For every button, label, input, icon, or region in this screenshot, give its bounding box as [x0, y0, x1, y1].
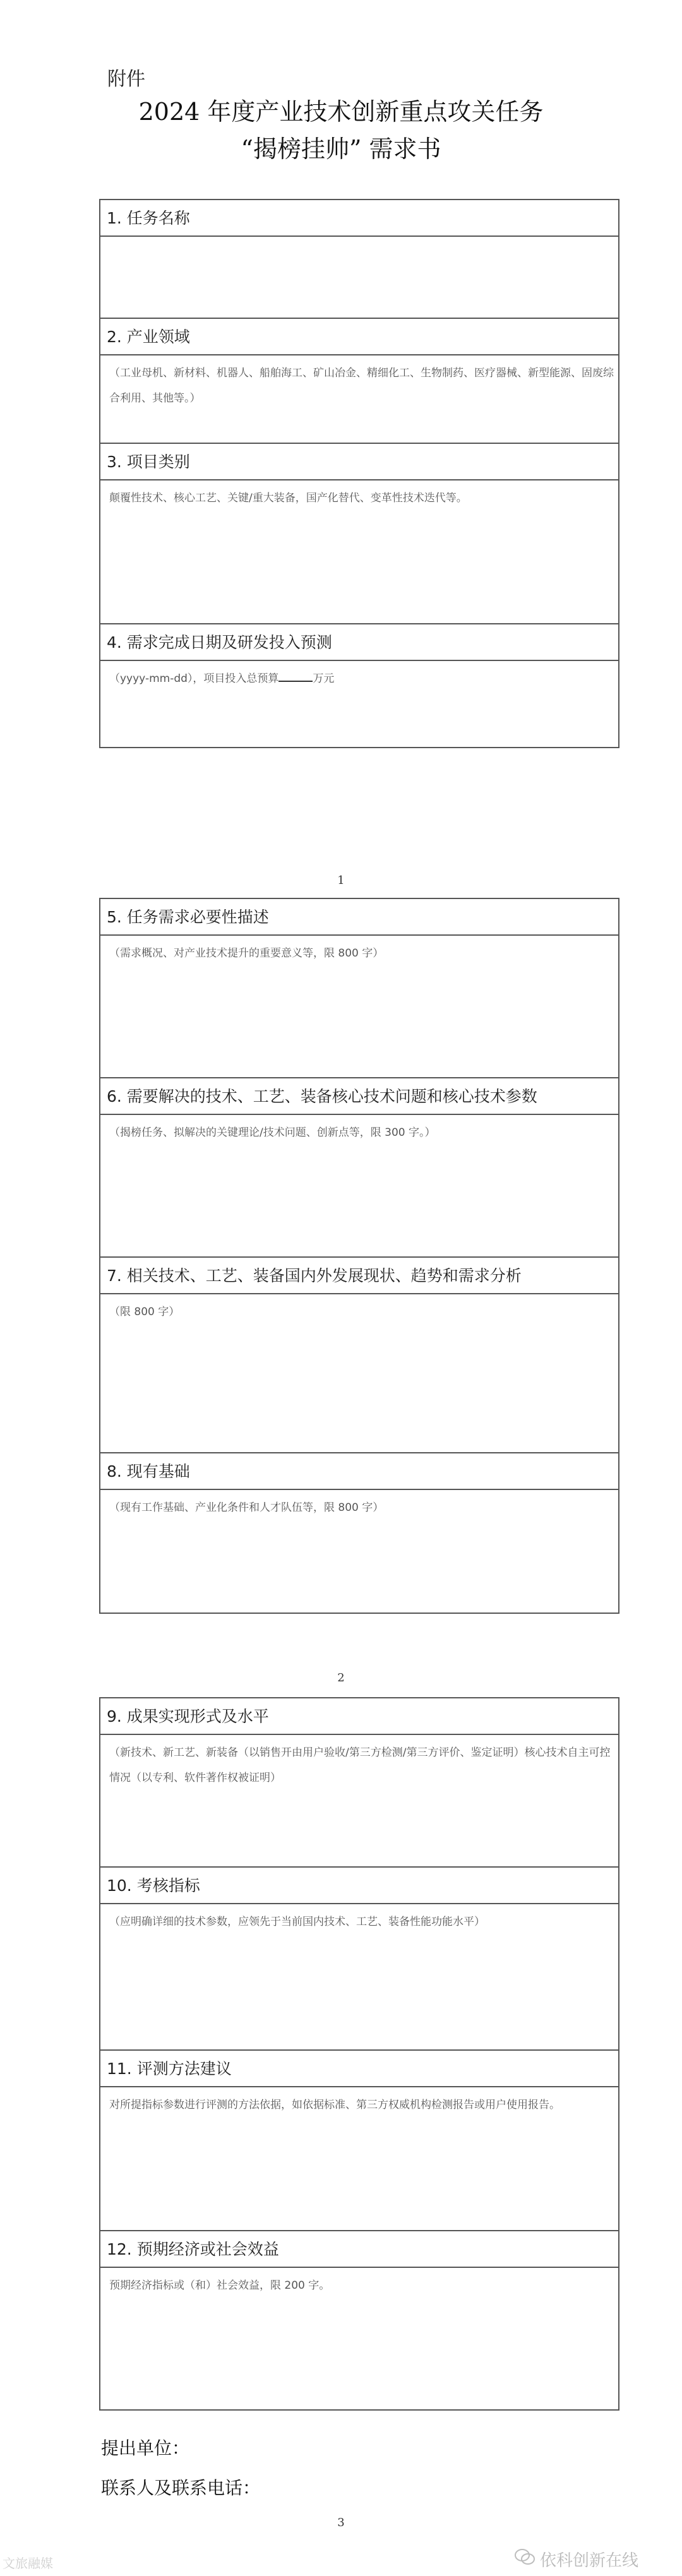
section-body-1[interactable] — [100, 236, 619, 318]
page-number-3: 3 — [337, 2516, 345, 2529]
page-number-2: 2 — [337, 1671, 345, 1685]
section-header-9: 9. 成果实现形式及水平 — [100, 1698, 619, 1734]
document-subtitle: “揭榜挂帅” 需求书 — [241, 135, 441, 163]
wechat-logo-icon — [514, 2548, 535, 2570]
section-header-6: 6. 需要解决的技术、工艺、装备核心技术问题和核心技术参数 — [100, 1078, 619, 1114]
watermark-right: 依科创新在线 — [540, 2551, 639, 2570]
section-header-5: 5. 任务需求必要性描述 — [100, 898, 619, 935]
section-header-10: 10. 考核指标 — [100, 1867, 619, 1904]
section-body-5[interactable]: （需求概况、对产业技术提升的重要意义等，限 800 字） — [100, 935, 619, 1078]
section-body-9[interactable]: （新技术、新工艺、新装备（以销售开由用户验收/第三方检测/第三方评价、鉴定证明）核心技术自主可控情况（以专利、软件著作权被证明） — [100, 1734, 619, 1867]
section-header-1: 1. 任务名称 — [100, 200, 619, 236]
section-header-2: 2. 产业领域 — [100, 318, 619, 355]
section-header-3: 3. 项目类别 — [100, 443, 619, 480]
section-body-3[interactable]: 颠覆性技术、核心工艺、关键/重大装备，国产化替代、变革性技术迭代等。 — [100, 480, 619, 624]
document-title: 2024 年度产业技术创新重点攻关任务 — [138, 98, 544, 126]
section-body-6[interactable]: （揭榜任务、拟解决的关键理论/技术问题、创新点等，限 300 字。） — [100, 1114, 619, 1257]
section-header-4: 4. 需求完成日期及研发投入预测 — [100, 624, 619, 660]
section-body-11[interactable]: 对所提指标参数进行评测的方法依据，如依据标准、第三方权威机构检测报告或用户使用报告。 — [100, 2087, 619, 2231]
page-number-1: 1 — [337, 874, 345, 887]
section-header-12: 12. 预期经济或社会效益 — [100, 2231, 619, 2267]
section-body-12[interactable]: 预期经济指标或（和）社会效益，限 200 字。 — [100, 2267, 619, 2410]
attachment-label: 附件 — [107, 68, 145, 90]
contact-label: 联系人及联系电话： — [101, 2478, 261, 2498]
section-body-4[interactable] — [100, 660, 619, 748]
budget-blank[interactable] — [278, 671, 313, 682]
section-header-11: 11. 评测方法建议 — [100, 2050, 619, 2087]
form-table-page-3 — [99, 1697, 619, 2411]
form-table-page-1 — [99, 199, 619, 748]
date-budget-hint: （yyyy-mm-dd），项目投入总预算 — [109, 672, 279, 685]
section-body-7[interactable]: （限 800 字） — [100, 1294, 619, 1453]
section-header-8: 8. 现有基础 — [100, 1453, 619, 1489]
section-body-8[interactable]: （现有工作基础、产业化条件和人才队伍等，限 800 字） — [100, 1489, 619, 1613]
form-table-page-2 — [99, 898, 619, 1614]
section-body-2[interactable]: （工业母机、新材料、机器人、船舶海工、矿山冶金、精细化工、生物制药、医疗器械、新型能源、固废综合利用、其他等。） — [100, 355, 619, 443]
budget-unit: 万元 — [313, 672, 335, 685]
submitter-label: 提出单位： — [101, 2438, 190, 2459]
section-body-10[interactable]: （应明确详细的技术参数，应领先于当前国内技术、工艺、装备性能功能水平） — [100, 1904, 619, 2050]
section-header-7: 7. 相关技术、工艺、装备国内外发展现状、趋势和需求分析 — [100, 1257, 619, 1294]
watermark-left: 文旅融媒 — [3, 2556, 53, 2571]
